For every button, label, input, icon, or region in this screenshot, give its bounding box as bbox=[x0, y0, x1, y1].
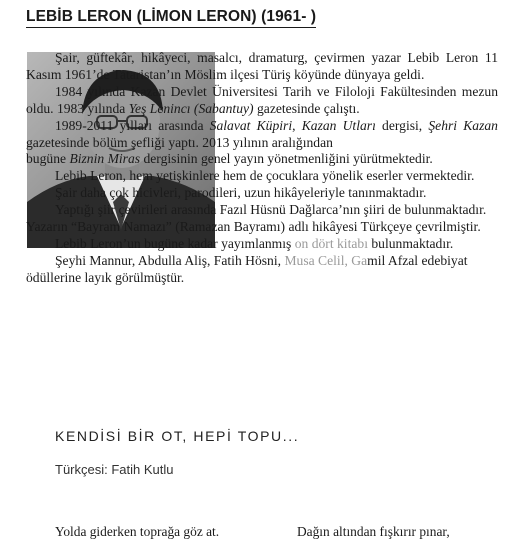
magazine-name: Kazan Utları bbox=[301, 117, 376, 133]
bio-paragraph: ödüllerine layık görülmüştür. bbox=[26, 269, 185, 285]
bio-paragraph: Lebib Leron, hem yetişkinlere hem de çocuklara yönelik eserler vermektedir. bbox=[55, 168, 475, 184]
poem-line: Dağın altından fışkırır pınar, bbox=[297, 524, 450, 539]
bio-paragraph: Şeyhi Mannur, Abdulla Aliş, Fatih Hösni, Musa Celil, Gamil Afzal edebiyat bbox=[55, 252, 468, 268]
bio-paragraph: Şair, güftekâr, hikâyeci, masalcı, dramaturg, çevirmen yazar Lebib Leron 11 Kasım 1961’de Tataristan’ın Möslim ilçesi Türiş köyünde dünyaya geldi. bbox=[26, 50, 498, 82]
author-biography bbox=[26, 50, 498, 287]
newspaper-name: Şehri Kazan bbox=[428, 117, 498, 133]
magazine-name: Biznin Miras bbox=[69, 151, 141, 167]
bio-paragraph: Yazarın “Bayram Namazı” (Ramazan Bayramı) adlı hikâyesi Türkçeye çevrilmiştir. bbox=[26, 219, 481, 235]
bio-paragraph: 1984 yılında Kazan Devlet Üniversitesi Tarih ve Filoloji Fakültesinden mezun oldu. 1983 yılında Yeş Lenincı (Sabantuy) gazetesinde çalıştı. bbox=[26, 83, 498, 116]
bio-paragraph: Şair daha çok hicivleri, parodileri, uzun hikâyeleriyle tanınmaktadır. bbox=[55, 185, 427, 201]
poem-translator: Türkçesi: Fatih Kutlu bbox=[55, 462, 174, 477]
bio-paragraph: bugüne Biznin Miras dergisinin genel yayın yönetmenliğini yürütmektedir. bbox=[26, 151, 433, 167]
magazine-name: Salavat Küpiri bbox=[209, 117, 293, 133]
poem-title: KENDİSİ BİR OT, HEPİ TOPU... bbox=[55, 428, 300, 444]
bio-paragraph: Lebib Leron’un bugüne kadar yayımlanmış on dört kitabı bulunmaktadır. bbox=[55, 235, 454, 251]
newspaper-name: Yeş Lenincı (Sabantuy) bbox=[128, 100, 254, 116]
bio-paragraph: Yaptığı şiir çevirileri arasında Fazıl Hüsnü Dağlarca’nın şiiri de bulunmaktadır. bbox=[55, 202, 487, 218]
bio-paragraph: 1989-2011 yılları arasında Salavat Küpiri, Kazan Utları dergisi, Şehri Kazan gazetesinde bölüm şefliği yaptı. 2013 yılının aralığından bbox=[26, 117, 498, 150]
poem-line: Yolda giderken toprağa göz at. bbox=[55, 524, 220, 539]
author-heading: LEBİB LERON (LİMON LERON) (1961- ) bbox=[26, 8, 316, 28]
